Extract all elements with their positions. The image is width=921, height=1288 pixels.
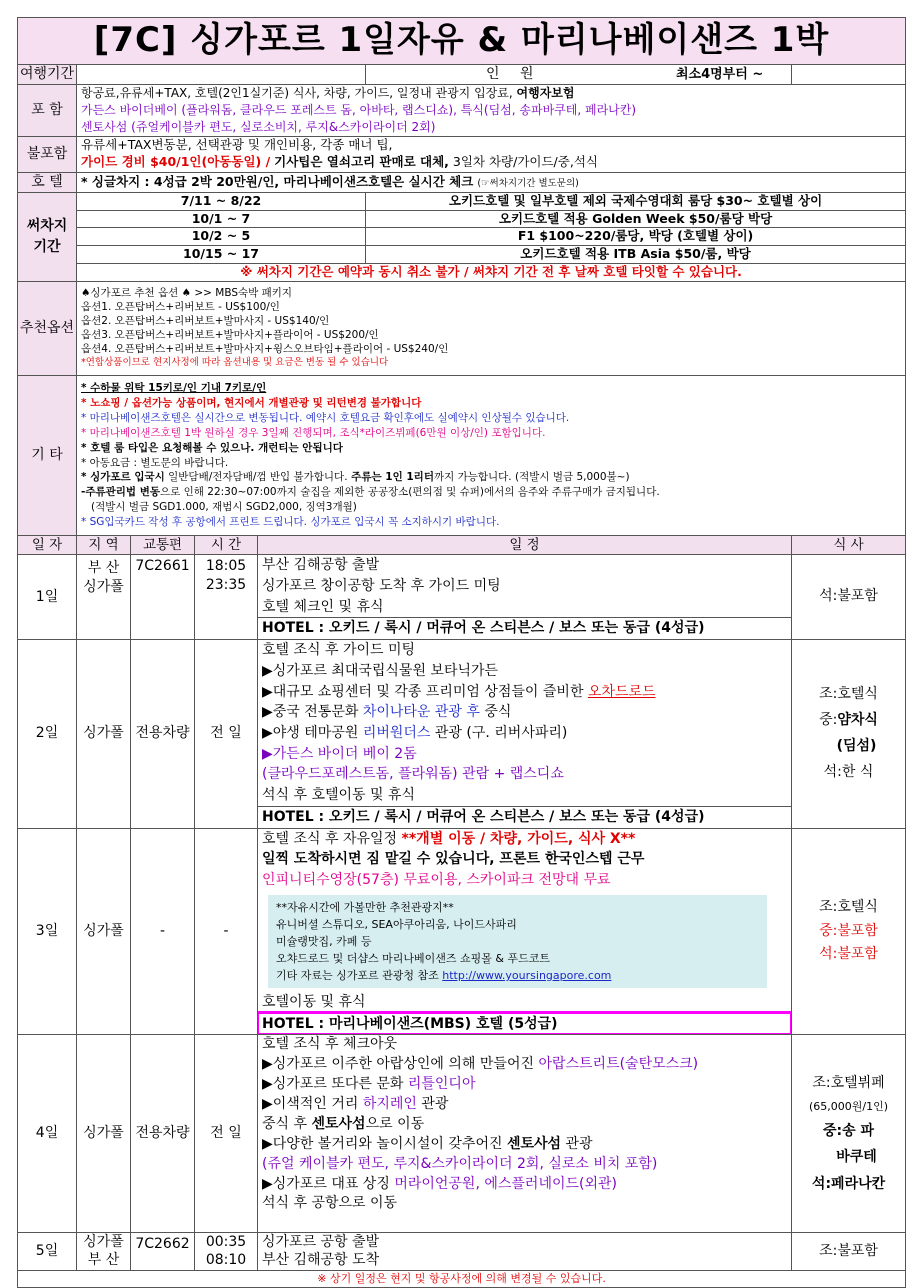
day1-line3: 호텔 체크인 및 휴식 (262, 598, 384, 615)
day1-flight: 7C2661 (131, 555, 195, 640)
day3-breakfast: 조:호텔식 (819, 898, 878, 915)
col-meal: 식 사 (792, 536, 906, 555)
include-content (77, 84, 906, 136)
period-value (77, 64, 366, 84)
surcharge-desc-3: F1 $100~220/룸당, 박당 (호텔별 상이) (366, 228, 906, 246)
people-value: 최소4명부터 ~ (675, 66, 764, 82)
day2-line2: ▶싱가포르 최대국립식물원 보타닉가든 (262, 662, 499, 679)
tip-line1: 유니버셜 스튜디오, SEA아쿠아리움, 나이드사파리 (276, 917, 517, 931)
day4-line6: ▶다양한 볼거리와 놀이시설이 갖추어진 센토사섬 관광 (262, 1135, 593, 1152)
day1-region: 부 산 싱가폴 (77, 555, 131, 640)
day4-breakfast-price: (65,000원/1인) (809, 1099, 889, 1113)
day2-lunch-dimsum: (딤섬) (836, 737, 877, 754)
day2-transport: 전용차량 (131, 640, 195, 828)
day2-breakfast: 조:호텔식 (819, 686, 878, 703)
exclude-label: 불포함 (18, 136, 77, 172)
options-header: ♠싱가포르 추천 옵션 ♠ >> MBS숙박 패키지 (81, 287, 293, 300)
etc-baggage: * 수하물 위탁 15키로/인 기내 7키로/인 (81, 382, 267, 395)
tip-line3: 오챠드로드 및 더샵스 마리나베이샌즈 쇼핑몰 & 푸드코트 (276, 951, 550, 965)
itinerary-sheet (17, 17, 905, 1288)
exclude-day3: 3일차 차량/가이드/중,석식 (448, 154, 598, 170)
day1-label: 1일 (18, 555, 77, 640)
surcharge-desc-1: 오키드호텔 및 일부호텔 제외 국제수영대회 룸당 $30~ 호텔별 상이 (366, 192, 906, 210)
day5-schedule (258, 1233, 792, 1271)
day3-label: 3일 (18, 828, 77, 1035)
day3-line2: 일찍 도착하시면 짐 맡길 수 있습니다, 프론트 한국인스텝 근무 (262, 851, 645, 868)
col-transport: 교통편 (131, 536, 195, 555)
day2-line1: 호텔 조식 후 가이드 미팅 (262, 642, 416, 659)
day1-meal: 석:불포함 (792, 555, 906, 640)
day4-line4: ▶이색적인 거리 하지레인 관광 (262, 1096, 449, 1113)
col-schedule: 일 정 (258, 536, 792, 555)
col-time: 시 간 (195, 536, 258, 555)
day1-hotel: HOTEL : 오키드 / 록시 / 머큐어 온 스티븐스 / 보스 또는 동급 (4성급) (258, 617, 791, 639)
etc-entry-rules: * 싱가포르 입국시 일반담배/전자담배/껌 반입 불가합니다. 주류는 1인 1리터까지 가능합니다. (적발시 벌금 5,000불~) (81, 471, 630, 484)
day4-time: 전 일 (195, 1035, 258, 1233)
day4-meal (792, 1035, 906, 1233)
etc-no-shopping: * 노쇼핑 / 옵션가능 상품이며, 현지에서 개별관광 및 리턴변경 불가합니다 (81, 396, 422, 409)
day2-line3: ▶대규모 쇼핑센터 및 각종 프리미엄 상점들이 즐비한 오차드로드 (262, 683, 656, 700)
tip-line2: 미슐랭맛집, 카페 등 (276, 934, 372, 948)
etc-child-fare: * 아동요금 : 별도문의 바랍니다. (81, 456, 229, 469)
etc-label: 기 타 (18, 376, 77, 536)
day3-schedule (258, 828, 792, 1035)
day4-line1: 호텔 조식 후 체크아웃 (262, 1036, 398, 1053)
day5-label: 5일 (18, 1233, 77, 1271)
yoursingapore-link[interactable]: http://www.yoursingapore.com (442, 968, 612, 982)
day3-tip-box (268, 895, 767, 988)
option-3: 옵션3. 오픈탑버스+리버보트+발마사지+플라이어 - US$200/인 (81, 329, 379, 342)
day1-line2: 싱가포르 창이공항 도착 후 가이드 미팅 (262, 577, 501, 594)
day3-region: 싱가폴 (77, 828, 131, 1035)
day2-dinner: 석:한 식 (823, 763, 874, 780)
day2-hotel: HOTEL : 오키드 / 록시 / 머큐어 온 스티븐스 / 보스 또는 동급 (4성급) (258, 806, 791, 828)
day5-line1: 싱가포르 공항 출발 (262, 1234, 380, 1251)
surcharge-desc-2: 오키드호텔 적용 Golden Week $50/룸당 박당 (366, 210, 906, 228)
etc-liquor-law: -주류관리법 변동으로 인해 22:30~07:00까지 술집을 제외한 공공장소(편의점 및 슈퍼)에서의 음주와 주류구매가 금지됩니다. (81, 486, 660, 499)
etc-fine: (적발시 벌금 SGD1.000, 재범시 SGD2,000, 징역3개월) (91, 501, 357, 514)
day3-lunch: 중:불포함 (819, 922, 878, 939)
day1-schedule (258, 555, 792, 640)
day5-flight: 7C2662 (131, 1233, 195, 1271)
day4-schedule (258, 1035, 792, 1233)
etc-room-type: * 호텔 룸 타입은 요청해볼 수 있으나. 개런티는 안됩니다 (81, 441, 343, 454)
day5-meal: 조:불포함 (792, 1233, 906, 1271)
day2-line5: ▶야생 테마공원 리버원더스 관광 (구. 리버사파리) (262, 725, 568, 742)
exclude-guide-fee: 가이드 경비 $40/1인(아동동일) / (81, 154, 271, 170)
day1-time: 18:05 23:35 (195, 555, 258, 640)
exclude-content (77, 136, 906, 172)
day2-time: 전 일 (195, 640, 258, 828)
people-label: 인 원 (486, 65, 542, 82)
day2-schedule (258, 640, 792, 828)
day5-time: 00:35 08:10 (195, 1233, 258, 1271)
day2-line7: (클라우드포레스트돔, 플라워돔) 관람 + 랩스디쇼 (262, 766, 564, 783)
day4-breakfast: 조:호텔뷔페 (812, 1075, 885, 1092)
day3-time: - (195, 828, 258, 1035)
option-4: 옵션4. 오픈탑버스+리버보트+발마사지+윙스오브타임+플라이어 - US$240/인 (81, 343, 449, 356)
footer-note: ※ 상기 일정은 현지 및 항공사정에 의해 변경될 수 있습니다. (18, 1271, 906, 1288)
day1-line1: 부산 김해공항 출발 (262, 557, 380, 574)
day4-transport: 전용차량 (131, 1035, 195, 1233)
etc-sg-card: * SG입국카드 작성 후 공항에서 프린트 드립니다. 싱가포르 입국시 꼭 소지하시기 바랍니다. (81, 516, 500, 529)
people-cell (366, 64, 792, 84)
day3-line4: 호텔이동 및 휴식 (262, 994, 366, 1010)
day5-region: 싱가폴 부 산 (77, 1233, 131, 1271)
day2-region: 싱가폴 (77, 640, 131, 828)
surcharge-inquiry: (☞써차지기간 별도문의) (477, 177, 579, 189)
options-content (77, 282, 906, 376)
day4-lunch-bakkutteh: 바쿠테 (836, 1149, 877, 1166)
day4-line5: 중식 후 센토사섬으로 이동 (262, 1115, 425, 1132)
include-line3: 센토사섬 (쥬얼케이블카 편도, 실로소비치, 루지&스카이라이더 2회) (81, 119, 436, 134)
day5-line2: 부산 김해공항 도착 (262, 1251, 380, 1268)
day4-line8: ▶싱가포르 대표 상징 머라이언공원, 에스플러네이드(외관) (262, 1175, 617, 1192)
etc-mbs-one-night: * 마리나베이샌즈호텔 1박 원하실 경우 3일째 진행되며, 조식*라이즈뷔페(6만원 이상/인) 포함입니다. (81, 426, 546, 439)
day4-label: 4일 (18, 1035, 77, 1233)
surcharge-period-4: 10/15 ~ 17 (77, 246, 366, 264)
day3-meal (792, 828, 906, 1035)
day2-label: 2일 (18, 640, 77, 828)
etc-content (77, 376, 906, 536)
day2-line8: 석식 후 호텔이동 및 휴식 (262, 787, 416, 804)
include-line2: 가든스 바이더베이 (플라워돔, 클라우드 포레스트 돔, 아바타, 랩스디쇼), 특식(딤섬, 송파바쿠테, 페라나칸) (81, 103, 637, 117)
day4-line7: (쥬얼 케이블카 편도, 루지&스카이라이더 2회, 실로소 비치 포함) (262, 1155, 658, 1172)
period-label: 여행기간 (18, 64, 77, 84)
itinerary-table (17, 17, 906, 1288)
day2-lunch: 중:얌차식 (819, 711, 878, 728)
surcharge-note: ※ 써차지 기간은 예약과 동시 취소 불가 / 써챠지 기간 전 후 날짜 호텔 타잇할 수 있습니다. (77, 264, 906, 282)
etc-mbs-price: * 마리나베이샌즈호텔은 실시간으로 변동됩니다. 예약시 호텔요금 확인후에도 실예약시 인상될수 있습니다. (81, 411, 570, 424)
tip-line4: 기타 자료는 싱가포르 관광청 참조 http://www.yoursingapore.com (276, 968, 612, 982)
include-label: 포 함 (18, 84, 77, 136)
day2-line4: ▶중국 전통문화 차이나타운 관광 후 중식 (262, 704, 512, 721)
surcharge-label: 써차지 기간 (18, 192, 77, 281)
option-1: 옵션1. 오픈탑버스+리버보트 - US$100/인 (81, 301, 280, 314)
surcharge-period-3: 10/2 ~ 5 (77, 228, 366, 246)
hotel-label: 호 텔 (18, 172, 77, 192)
include-line1: 항공료,유류세+TAX, 호텔(2인1실기준) 식사, 차량, 가이드, 일정내 관광지 입장료, (81, 86, 513, 101)
options-note: *연합상품이므로 현지사정에 따라 옵션내용 및 요금은 변동 될 수 있습니다 (81, 357, 389, 369)
people-extra (792, 64, 906, 84)
options-label: 추천옵션 (18, 282, 77, 376)
day4-dinner: 석:페라나칸 (811, 1175, 886, 1192)
day3-dinner: 석:불포함 (819, 946, 878, 963)
page-title: [7C] 싱가포르 1일자유 & 마리나베이샌즈 1박 (18, 18, 906, 65)
day3-transport: - (131, 828, 195, 1035)
option-2: 옵션2. 오픈탑버스+리버보트+발마사지 - US$140/인 (81, 315, 330, 328)
day4-line3: ▶싱가포르 또다른 문화 리틀인디아 (262, 1076, 476, 1093)
include-line1-bold: 여행자보험 (516, 86, 575, 101)
single-charge: * 싱글차지 : 4성급 2박 20만원/인, 마리나베이샌즈호텔은 실시간 체크 (81, 173, 474, 189)
tip-title: **자유시간에 가볼만한 추천관광지** (276, 900, 454, 914)
exclude-line1: 유류세+TAX변동분, 선택관광 및 개인비용, 각종 매너 팁, (81, 137, 393, 153)
day4-line2: ▶싱가포르 이주한 아랍상인에 의해 만들어진 아랍스트리트(술탄모스크) (262, 1056, 699, 1073)
day4-lunch: 중:송 파 (823, 1122, 875, 1139)
day4-line9: 석식 후 공항으로 이동 (262, 1195, 398, 1212)
surcharge-period-2: 10/1 ~ 7 (77, 210, 366, 228)
exclude-driver-tip: 기사팁은 열쇠고리 판매로 대체, (274, 154, 449, 170)
day3-line3: 인피니티수영장(57층) 무료이용, 스카이파크 전망대 무료 (262, 872, 611, 889)
day3-hotel-mbs: HOTEL : 마리나베이샌즈(MBS) 호텔 (5성급) (258, 1013, 791, 1035)
day2-line6: ▶가든스 바이더 베이 2돔 (262, 745, 417, 762)
hotel-content (77, 172, 906, 192)
day2-meal (792, 640, 906, 828)
surcharge-period-1: 7/11 ~ 8/22 (77, 192, 366, 210)
day3-line1: 호텔 조식 후 자유일정 **개별 이동 / 차량, 가이드, 식사 X** (262, 830, 636, 847)
day4-region: 싱가폴 (77, 1035, 131, 1233)
surcharge-desc-4: 오키드호텔 적용 ITB Asia $50/룸, 박당 (366, 246, 906, 264)
col-region: 지 역 (77, 536, 131, 555)
col-day: 일 자 (18, 536, 77, 555)
